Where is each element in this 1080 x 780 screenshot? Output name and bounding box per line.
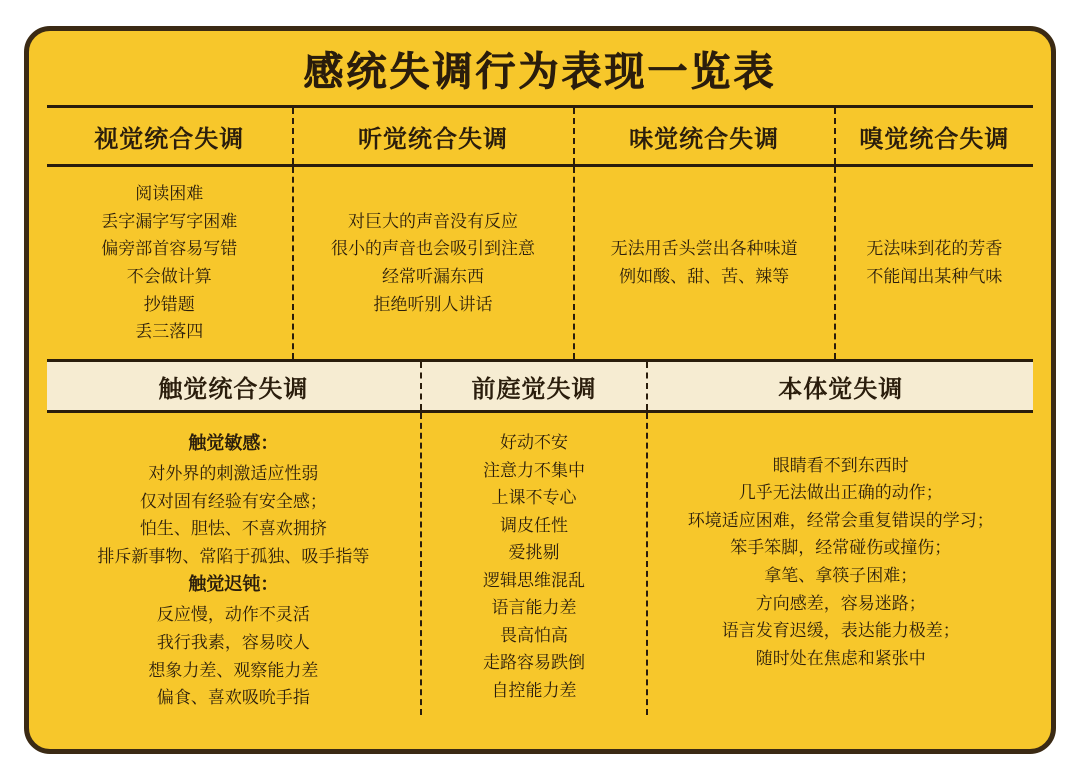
text-line: 抄错题 bbox=[143, 294, 195, 314]
cell-tactile bbox=[47, 413, 422, 715]
text-line: 随时处在焦虑和紧张中 bbox=[755, 648, 926, 668]
text-line: 偏食、喜欢吸吮手指 bbox=[156, 688, 310, 708]
cell-visual bbox=[47, 167, 294, 359]
text-line: 不能闻出某种气味 bbox=[866, 267, 1003, 286]
text-line: 爱挑剔 bbox=[508, 543, 560, 563]
cell-taste bbox=[575, 167, 836, 359]
text-line: 对巨大的声音没有反应 bbox=[348, 211, 518, 231]
text-line: 例如酸、甜、苦、辣等 bbox=[619, 267, 790, 286]
text-line: 拒绝听别人讲话 bbox=[373, 294, 493, 314]
header-taste: 味觉统合失调 bbox=[575, 108, 836, 164]
cell-vestibular bbox=[422, 413, 649, 715]
text-line: 丢字漏字写字困难 bbox=[101, 211, 238, 231]
text-line: 对外界的刺激适应性弱 bbox=[148, 464, 319, 484]
text-line: 走路容易跌倒 bbox=[483, 653, 586, 673]
text-line: 排斥新事物、常陷于孤独、吸手指等 bbox=[97, 546, 370, 566]
text-line: 无法味到花的芳香 bbox=[866, 239, 1003, 259]
text-line: 调皮任性 bbox=[500, 515, 569, 535]
text-line: 语言发育迟缓，表达能力极差； bbox=[721, 621, 960, 641]
text-line: 反应慢，动作不灵活 bbox=[156, 605, 310, 625]
text-line: 经常听漏东西 bbox=[382, 267, 484, 286]
text-line: 上课不专心 bbox=[491, 488, 577, 508]
header-smell: 嗅觉统合失调 bbox=[859, 125, 1010, 153]
top-header-row bbox=[47, 108, 1033, 167]
text-line: 环境适应困难，经常会重复错误的学习； bbox=[687, 510, 994, 530]
text-line: 语言能力差 bbox=[491, 598, 577, 618]
text-line: 几乎无法做出正确的动作； bbox=[738, 483, 943, 503]
text-line: 畏高怕高 bbox=[500, 625, 569, 645]
text-line: 无法用舌头尝出各种味道 bbox=[610, 239, 798, 259]
text-line: 自控能力差 bbox=[491, 680, 577, 700]
text-line: 想象力差、观察能力差 bbox=[148, 660, 319, 680]
cell-proprioception bbox=[648, 413, 1033, 715]
header-vestibular: 前庭觉失调 bbox=[422, 362, 649, 410]
text-line: 我行我素，容易咬人 bbox=[156, 632, 310, 652]
text-line: 逻辑思维混乱 bbox=[483, 570, 586, 590]
text-line: 丢三落四 bbox=[135, 322, 204, 342]
text-line: 眼睛看不到东西时 bbox=[772, 455, 909, 475]
text-line: 很小的声音也会吸引到注意 bbox=[331, 239, 535, 259]
bottom-header-row bbox=[47, 362, 1033, 413]
header-proprioception: 本体觉失调 bbox=[778, 375, 904, 403]
text-line: 仅对固有经验有安全感； bbox=[139, 491, 327, 511]
top-body-row bbox=[47, 167, 1033, 362]
cell-auditory bbox=[294, 167, 575, 359]
text-line: 笨手笨脚，经常碰伤或撞伤； bbox=[730, 538, 952, 558]
text-line: 阅读困难 bbox=[135, 184, 204, 204]
title-bar bbox=[29, 31, 1051, 105]
cell-smell bbox=[836, 167, 1033, 359]
header-auditory: 听觉统合失调 bbox=[294, 108, 575, 164]
bottom-body-row bbox=[47, 413, 1033, 715]
header-visual: 视觉统合失调 bbox=[47, 108, 294, 164]
subtitle-tactile-dull: 触觉迟钝： bbox=[188, 574, 279, 595]
text-line: 方向感差，容易迷路； bbox=[755, 593, 926, 613]
poster bbox=[24, 26, 1056, 754]
text-line: 注意力不集中 bbox=[483, 460, 586, 480]
text-line: 好动不安 bbox=[500, 433, 569, 452]
header-tactile: 触觉统合失调 bbox=[47, 362, 422, 410]
text-line: 偏旁部首容易写错 bbox=[101, 239, 238, 259]
text-line: 不会做计算 bbox=[126, 267, 212, 286]
text-line: 拿笔、拿筷子困难； bbox=[764, 566, 918, 585]
text-line: 怕生、胆怯、不喜欢拥挤 bbox=[139, 519, 327, 539]
subtitle-tactile-sensitive: 触觉敏感： bbox=[188, 433, 279, 453]
page-title: 感统失调行为表现一览表 bbox=[303, 49, 777, 94]
